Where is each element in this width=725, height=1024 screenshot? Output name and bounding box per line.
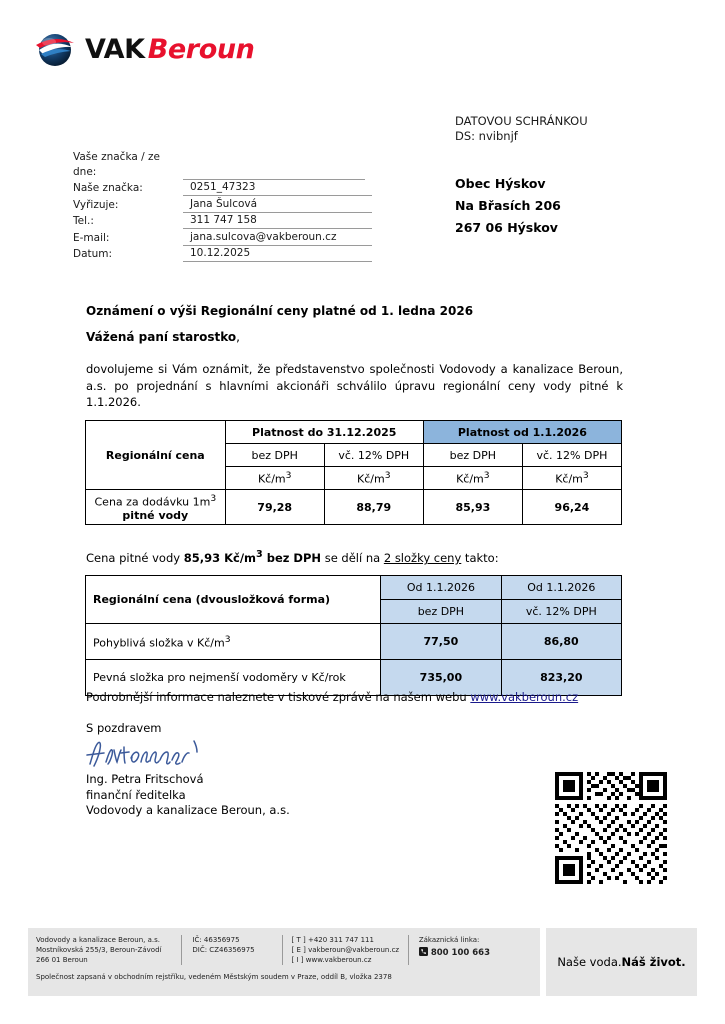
footer-contacts bbox=[282, 935, 408, 965]
sentence-middle: se dělí na bbox=[321, 550, 384, 565]
reference-value: 311 747 158 bbox=[183, 213, 372, 229]
reference-label: Vyřizuje: bbox=[73, 198, 119, 211]
footer-slogan bbox=[546, 928, 697, 996]
reference-value: Jana Šulcová bbox=[183, 197, 372, 213]
reference-value: 10.12.2025 bbox=[183, 246, 372, 262]
reference-value: jana.sulcova@vakberoun.cz bbox=[183, 230, 372, 246]
footer-ids bbox=[181, 935, 281, 965]
split-value: 735,00 bbox=[381, 660, 501, 696]
more-info-line bbox=[86, 690, 578, 704]
salutation-bold: Vážená paní starostko bbox=[86, 330, 237, 344]
vat-header: bez DPH bbox=[225, 444, 324, 467]
table-row bbox=[86, 421, 622, 444]
salutation-rest: , bbox=[236, 330, 240, 344]
vat-header: vč. 12% DPH bbox=[324, 444, 423, 467]
split-vat-header: vč. 12% DPH bbox=[501, 600, 621, 624]
split-date-header: Od 1.1.2026 bbox=[381, 576, 501, 600]
hotline-label: Zákaznická linka: bbox=[418, 936, 480, 944]
reference-row bbox=[73, 213, 372, 230]
logo-text-vak: VAK bbox=[85, 33, 145, 65]
split-table-title: Regionální cena (dvousložková forma) bbox=[86, 576, 381, 624]
signer-title: finanční ředitelka bbox=[86, 787, 186, 802]
table-row bbox=[86, 624, 622, 660]
split-vat-header: bez DPH bbox=[381, 600, 501, 624]
recipient-address bbox=[455, 173, 561, 239]
footer-email: [ E ] vakberoun@vakberoun.cz bbox=[291, 946, 400, 954]
signer-name: Ing. Petra Fritschová bbox=[86, 772, 204, 786]
footer-disclaimer: Společnost zapsaná v obchodním rejstříku, vedeném Městským soudem v Praze, oddíl B, vložka 2378 bbox=[36, 973, 392, 981]
reference-row bbox=[73, 246, 372, 263]
split-row-label: Pohyblivá složka v $Kč/m^3$ bbox=[86, 624, 381, 660]
unit-header: $Kč/m^3$ bbox=[423, 467, 522, 490]
split-value: 86,80 bbox=[501, 624, 621, 660]
footer-dic: DIČ: CZ46356975 bbox=[192, 946, 255, 954]
data-box-id: DS: nvibnjf bbox=[455, 129, 518, 143]
price-value: 85,93 bbox=[423, 490, 522, 525]
letter-paragraph: dovolujeme si Vám oznámit, že představenstvo společnosti Vodovody a kanalizace Beroun, a.s. po projednání s hlavními akcionáři schválilo úpravu regionální ceny vody pitné k 1.1.2026. bbox=[86, 362, 623, 409]
unit-header: $Kč/m^3$ bbox=[324, 467, 423, 490]
letter-subject: Oznámení o výši Regionální ceny platné od 1. ledna 2026 bbox=[86, 304, 474, 318]
recipient-line-2: Na Břasích 206 bbox=[455, 198, 561, 213]
price-value: 96,24 bbox=[522, 490, 621, 525]
handwritten-signature bbox=[84, 736, 234, 772]
footer-ico: IČ: 46356975 bbox=[192, 936, 240, 944]
split-date-header: Od 1.1.2026 bbox=[501, 576, 621, 600]
phone-icon bbox=[419, 947, 428, 959]
vat-header: vč. 12% DPH bbox=[522, 444, 621, 467]
reference-label: Naše značka: bbox=[73, 182, 143, 194]
footer-phone: [ T ] +420 311 747 111 bbox=[291, 936, 374, 944]
sentence-prefix: Cena pitné vody bbox=[86, 550, 184, 565]
vak-globe-icon bbox=[32, 26, 78, 72]
delivery-method: DATOVOU SCHRÁNKOU bbox=[455, 114, 588, 128]
letter-salutation bbox=[86, 330, 240, 344]
split-value: 77,50 bbox=[381, 624, 501, 660]
reference-row bbox=[73, 196, 372, 213]
unit-header: $Kč/m^3$ bbox=[522, 467, 621, 490]
table-corner-label: Regionální cena bbox=[86, 421, 226, 490]
website-link[interactable]: www.vakberoun.cz bbox=[470, 690, 579, 704]
split-price-sentence bbox=[86, 549, 499, 565]
regional-price-table bbox=[85, 420, 622, 525]
recipient-line-3: 267 06 Hýskov bbox=[455, 220, 558, 235]
footer-web: [ I ] www.vakberoun.cz bbox=[291, 956, 372, 964]
reference-row bbox=[73, 150, 372, 180]
period-old-header: Platnost do 31.12.2025 bbox=[225, 421, 423, 444]
qr-code bbox=[551, 768, 671, 888]
two-component-price-table bbox=[85, 575, 622, 696]
period-new-header: Platnost od 1.1.2026 bbox=[423, 421, 621, 444]
recipient-line-1: Obec Hýskov bbox=[455, 176, 546, 191]
reference-block bbox=[73, 150, 372, 262]
reference-label: E-mail: bbox=[73, 231, 110, 244]
footer-company-address bbox=[28, 935, 181, 965]
footer-city: 266 01 Beroun bbox=[36, 956, 88, 964]
signer-company: Vodovody a kanalizace Beroun, a.s. bbox=[86, 803, 290, 817]
logo-text-beroun: Beroun bbox=[147, 33, 255, 65]
delivery-method-block bbox=[455, 114, 588, 144]
hotline-number: 800 100 663 bbox=[430, 948, 490, 958]
regards-text: S pozdravem bbox=[86, 721, 162, 735]
reference-label: Tel.: bbox=[73, 215, 94, 227]
footer-street: Mostníkovská 255/3, Beroun-Závodí bbox=[36, 946, 162, 954]
hotline-row bbox=[419, 947, 540, 959]
price-value: 79,28 bbox=[225, 490, 324, 525]
table-row bbox=[86, 576, 622, 600]
sentence-price: 85,93 $Kč/m^3$ bez DPH bbox=[183, 549, 322, 565]
sentence-suffix: takto: bbox=[461, 550, 499, 565]
logo-wordmark bbox=[85, 33, 255, 65]
footer-company-name: Vodovody a kanalizace Beroun, a.s. bbox=[36, 936, 161, 944]
reference-row bbox=[73, 229, 372, 246]
company-logo bbox=[32, 26, 255, 72]
vat-header: bez DPH bbox=[423, 444, 522, 467]
split-row-label: Pevná složka pro nejmenší vodoměry v Kč/rok bbox=[86, 660, 381, 696]
reference-label: Datum: bbox=[73, 248, 113, 260]
reference-label: Vaše značka / ze dne: bbox=[73, 150, 160, 178]
reference-value bbox=[183, 164, 365, 180]
price-row-label: Cena za dodávku $1m^3$ pitné vody bbox=[86, 490, 226, 525]
reference-value: 0251_47323 bbox=[183, 180, 372, 196]
reference-row bbox=[73, 180, 372, 197]
footer-hotline bbox=[408, 935, 540, 965]
sentence-underlined: 2 složky ceny bbox=[383, 550, 462, 565]
more-info-text: Podrobnější informace naleznete v tiskové zprávě na našem webu bbox=[86, 690, 471, 704]
table-row bbox=[86, 490, 622, 525]
unit-header: $Kč/m^3$ bbox=[225, 467, 324, 490]
slogan-normal: Naše voda. bbox=[557, 955, 622, 969]
signer-block bbox=[86, 772, 290, 819]
page-footer bbox=[28, 928, 697, 996]
price-value: 88,79 bbox=[324, 490, 423, 525]
slogan-bold: Náš život. bbox=[621, 955, 686, 969]
split-value: 823,20 bbox=[501, 660, 621, 696]
footer-columns bbox=[28, 935, 540, 965]
